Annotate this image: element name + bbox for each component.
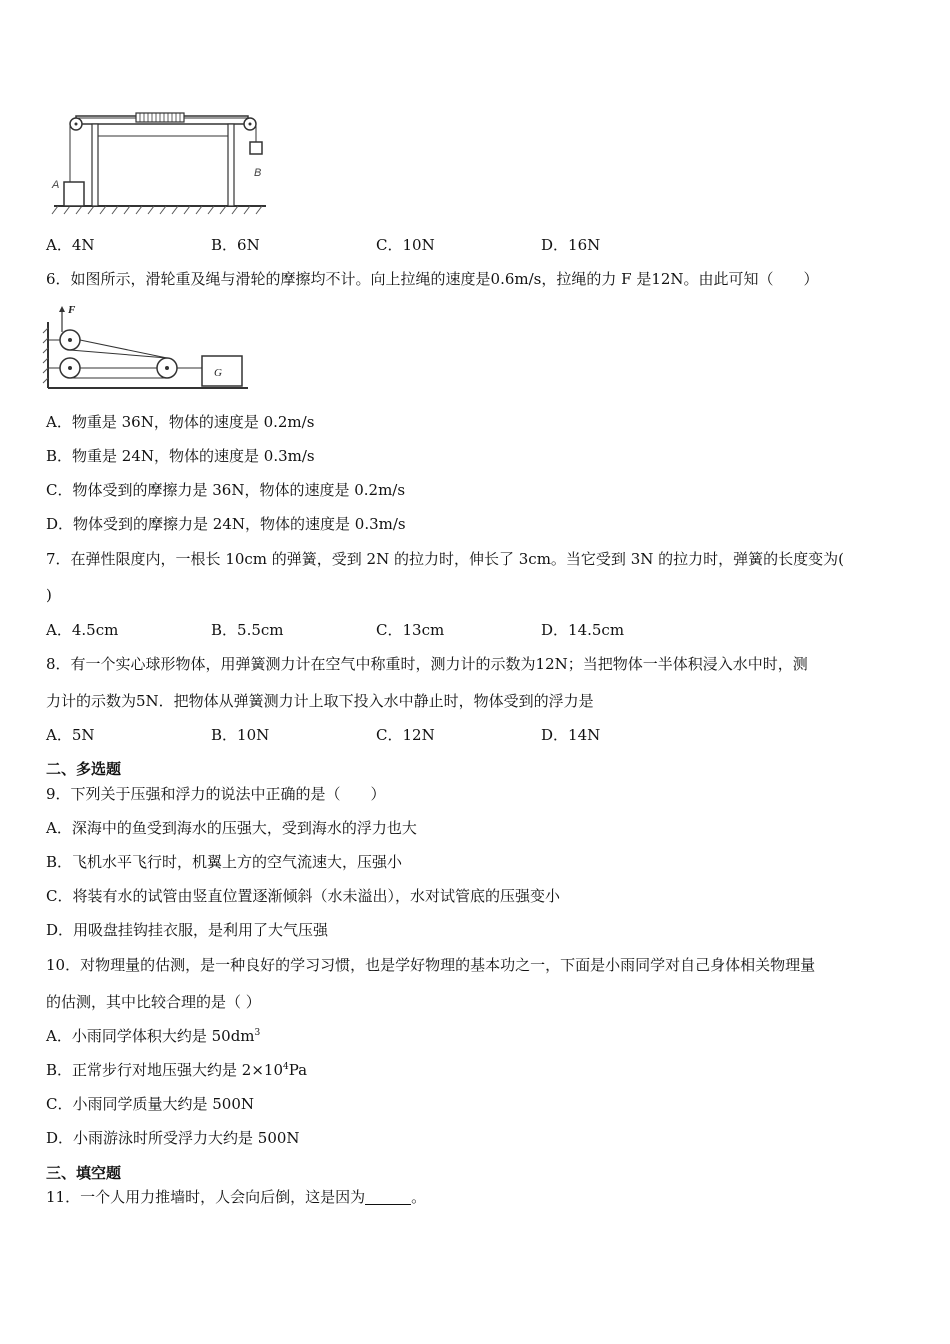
q7-stem-line1: 7．在弹性限度内，一根长 10cm 的弹簧，受到 2N 的拉力时，伸长了 3cm。当它受到 3N 的拉力时，弹簧的长度变为( [46, 550, 844, 568]
q11-stem: 11．一个人用力推墙时，人会向后倒，这是因为 。 [46, 1188, 427, 1206]
q9-option-c: C．将装有水的试管由竖直位置逐渐倾斜（水未溢出），水对试管底的压强变小 [46, 887, 560, 905]
q8-option-a: A．5N [46, 726, 95, 744]
q8-option-b: B．10N [211, 726, 270, 744]
q8-option-c: C．12N [376, 726, 435, 744]
q8-option-d: D．14N [541, 726, 601, 744]
q6-option-b: B．物重是 24N，物体的速度是 0.3m/s [46, 447, 315, 465]
label-g: G [214, 367, 222, 379]
q9-option-d: D．用吸盘挂钩挂衣服，是利用了大气压强 [46, 921, 329, 939]
label-b: B [254, 167, 262, 179]
section-title-fill-in: 三、填空题 [46, 1164, 122, 1182]
section-title-multiple-choice: 二、多选题 [46, 760, 122, 778]
q10-option-d: D．小雨游泳时所受浮力大约是 500N [46, 1129, 300, 1147]
q9-stem: 9．下列关于压强和浮力的说法中正确的是（ ） [46, 785, 386, 803]
q7-option-c: C．13cm [376, 621, 445, 639]
q6-stem: 6．如图所示，滑轮重及绳与滑轮的摩擦均不计。向上拉绳的速度是0.6m/s，拉绳的力 F 是12N。由此可知（ ） [46, 270, 819, 288]
q6-option-a: A．物重是 36N，物体的速度是 0.2m/s [46, 413, 315, 431]
q5-option-a: A．4N [46, 236, 95, 254]
q10-stem-line2: 的估测，其中比较合理的是（ ） [46, 993, 261, 1011]
q9-option-b: B．飞机水平飞行时，机翼上方的空气流速大，压强小 [46, 853, 403, 871]
q8-stem-line2: 力计的示数为5N．把物体从弹簧测力计上取下投入水中静止时，物体受到的浮力是 [46, 692, 594, 710]
q7-option-a: A．4.5cm [46, 621, 119, 639]
q10-option-a: A．小雨同学体积大约是 $50dm^3$ [46, 1027, 261, 1045]
q8-stem-line1: 8．有一个实心球形物体，用弹簧测力计在空气中称重时，测力计的示数为12N；当把物体一半体积浸入水中时，测 [46, 655, 808, 673]
q6-option-c: C．物体受到的摩擦力是 36N，物体的速度是 0.2m/s [46, 481, 406, 499]
q7-option-d: D．14.5cm [541, 621, 625, 639]
q9-option-a: A．深海中的鱼受到海水的压强大，受到海水的浮力也大 [46, 819, 417, 837]
q7-option-b: B．5.5cm [211, 621, 284, 639]
q5-option-c: C．10N [376, 236, 435, 254]
label-a: A [52, 179, 60, 191]
q10-stem-line1: 10．对物理量的估测，是一种良好的学习习惯，也是学好物理的基本功之一，下面是小雨同学对自己身体相关物理量 [46, 956, 816, 974]
q5-option-d: D．16N [541, 236, 601, 254]
q5-option-b: B．6N [211, 236, 260, 254]
q7-stem-line2: ) [46, 586, 52, 604]
q6-option-d: D．物体受到的摩擦力是 24N，物体的速度是 0.3m/s [46, 515, 406, 533]
label-f: F [68, 304, 76, 316]
answer-blank[interactable] [365, 1188, 411, 1205]
pulley-system-figure [42, 302, 252, 394]
q10-option-b: B．正常步行对地压强大约是 $2\times 10^4Pa$ [46, 1061, 308, 1079]
q10-option-c: C．小雨同学质量大约是 500N [46, 1095, 255, 1113]
pulley-table-figure [50, 108, 270, 220]
